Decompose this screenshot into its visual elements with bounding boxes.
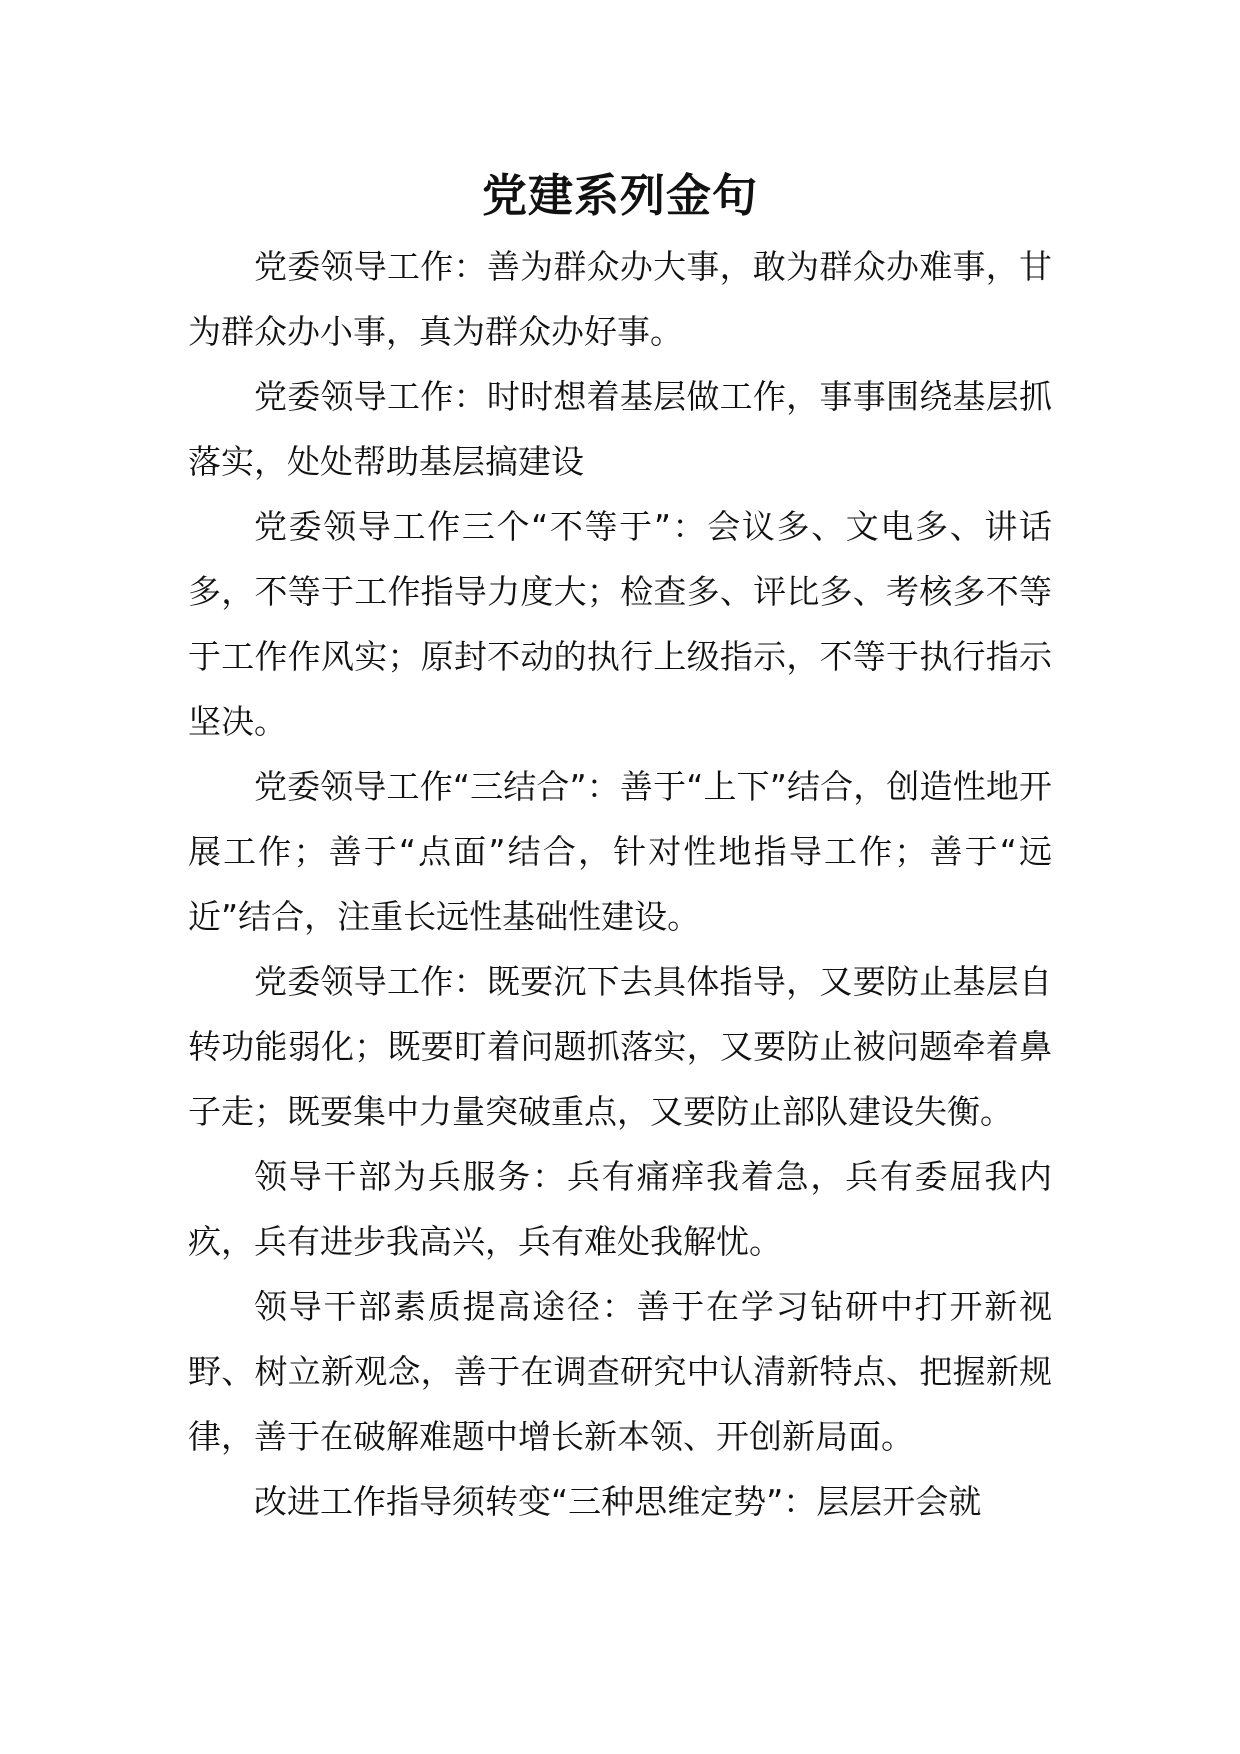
paragraph: 党委领导工作“三结合”：善于“上下”结合，创造性地开展工作；善于“点面”结合，针对性地指导工作；善于“远近”结合，注重长远性基础性建设。 (188, 767, 1052, 936)
document-page (188, 158, 1052, 1534)
paragraph: 改进工作指导须转变“三种思维定势”：层层开会就 (254, 1482, 982, 1521)
paragraph: 党委领导工作三个“不等于”：会议多、文电多、讲话多，不等于工作指导力度大；检查多、评比多、考核多不等于工作作风实；原封不动的执行上级指示，不等于执行指示坚决。 (188, 507, 1052, 741)
paragraph: 党委领导工作：善为群众办大事，敢为群众办难事，甘为群众办小事，真为群众办好事。 (188, 247, 1052, 351)
document-body (188, 234, 1052, 1534)
paragraph: 领导干部素质提高途径：善于在学习钻研中打开新视野、树立新观念，善于在调查研究中认清新特点、把握新规律，善于在破解难题中增长新本领、开创新局面。 (188, 1287, 1052, 1456)
paragraph: 领导干部为兵服务：兵有痛痒我着急，兵有委屈我内疚，兵有进步我高兴，兵有难处我解忧。 (188, 1157, 1052, 1261)
paragraph: 党委领导工作：时时想着基层做工作，事事围绕基层抓落实，处处帮助基层搞建设 (188, 377, 1052, 481)
document-title: 党建系列金句 (481, 169, 758, 222)
paragraph: 党委领导工作：既要沉下去具体指导，又要防止基层自转功能弱化；既要盯着问题抓落实，又要防止被问题牵着鼻子走；既要集中力量突破重点，又要防止部队建设失衡。 (188, 962, 1052, 1131)
